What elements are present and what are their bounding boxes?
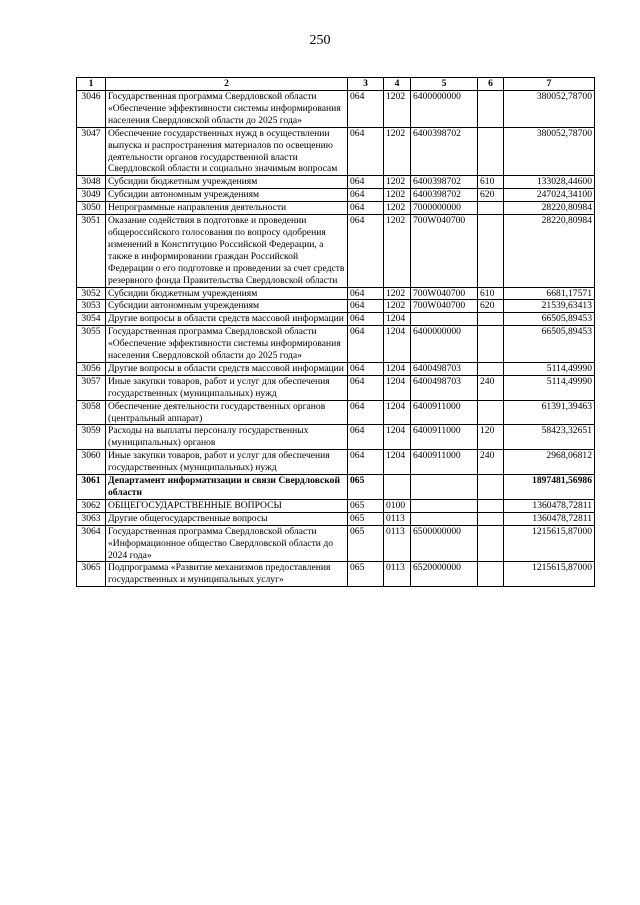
target-article-cell: 6400911000 <box>411 400 478 425</box>
row-number-cell: 3054 <box>77 313 106 326</box>
section-code-cell: 1202 <box>384 176 411 189</box>
department-code-cell: 064 <box>348 326 384 363</box>
target-article-cell: 6400000000 <box>411 91 478 128</box>
section-code-cell: 1204 <box>384 313 411 326</box>
item-name-cell: Субсидии бюджетным учреждениям <box>106 176 348 189</box>
column-header: 2 <box>106 78 348 91</box>
item-name-cell: ОБЩЕГОСУДАРСТВЕННЫЕ ВОПРОСЫ <box>106 499 348 512</box>
table-row <box>77 450 595 475</box>
item-name-cell: Другие вопросы в области средств массовой информации <box>106 362 348 375</box>
column-header: 1 <box>77 78 106 91</box>
item-name-cell: Непрограммные направления деятельности <box>106 202 348 215</box>
section-code-cell: 1202 <box>384 300 411 313</box>
table-row <box>77 202 595 215</box>
target-article-cell: 6400911000 <box>411 425 478 450</box>
expense-type-cell: 610 <box>478 287 504 300</box>
section-code-cell: 0113 <box>384 525 411 562</box>
expense-type-cell <box>478 202 504 215</box>
amount-cell: 380052,78700 <box>504 127 595 176</box>
section-code-cell: 1204 <box>384 326 411 363</box>
amount-cell: 1215615,87000 <box>504 562 595 587</box>
column-header: 7 <box>504 78 595 91</box>
table-row <box>77 313 595 326</box>
department-code-cell: 065 <box>348 475 384 500</box>
row-number-cell: 3052 <box>77 287 106 300</box>
expense-type-cell <box>478 313 504 326</box>
section-code-cell: 1204 <box>384 400 411 425</box>
column-header: 5 <box>411 78 478 91</box>
amount-cell: 21539,63413 <box>504 300 595 313</box>
amount-cell: 1360478,72811 <box>504 499 595 512</box>
table-row <box>77 91 595 128</box>
row-number-cell: 3060 <box>77 450 106 475</box>
department-code-cell: 064 <box>348 127 384 176</box>
target-article-cell: 6400498703 <box>411 375 478 400</box>
expense-type-cell: 620 <box>478 300 504 313</box>
amount-cell: 2968,06812 <box>504 450 595 475</box>
item-name-cell: Департамент информатизации и связи Свердловской области <box>106 475 348 500</box>
expense-type-cell <box>478 475 504 500</box>
amount-cell: 28220,80984 <box>504 215 595 287</box>
row-number-cell: 3049 <box>77 189 106 202</box>
table-row <box>77 300 595 313</box>
department-code-cell: 064 <box>348 176 384 189</box>
expense-type-cell <box>478 400 504 425</box>
expense-type-cell <box>478 215 504 287</box>
expense-type-cell <box>478 499 504 512</box>
table-row <box>77 475 595 500</box>
target-article-cell: 700W040700 <box>411 300 478 313</box>
target-article-cell: 700W040700 <box>411 287 478 300</box>
table-row <box>77 525 595 562</box>
table-row <box>77 215 595 287</box>
item-name-cell: Иные закупки товаров, работ и услуг для обеспечения государственных (муниципальных) нужд <box>106 375 348 400</box>
item-name-cell: Иные закупки товаров, работ и услуг для обеспечения государственных (муниципальных) нужд <box>106 450 348 475</box>
amount-cell: 28220,80984 <box>504 202 595 215</box>
section-code-cell: 1202 <box>384 287 411 300</box>
section-code-cell: 1204 <box>384 450 411 475</box>
section-code-cell: 1202 <box>384 127 411 176</box>
section-code-cell <box>384 475 411 500</box>
section-code-cell: 1204 <box>384 425 411 450</box>
target-article-cell <box>411 475 478 500</box>
item-name-cell: Государственная программа Свердловской области «Обеспечение эффективности системы информирования населения Свердловской области до 2025 года» <box>106 326 348 363</box>
table-row <box>77 287 595 300</box>
department-code-cell: 064 <box>348 313 384 326</box>
target-article-cell: 6400398702 <box>411 176 478 189</box>
target-article-cell: 6520000000 <box>411 562 478 587</box>
budget-table <box>76 77 595 587</box>
target-article-cell: 6400911000 <box>411 450 478 475</box>
item-name-cell: Субсидии автономным учреждениям <box>106 300 348 313</box>
department-code-cell: 065 <box>348 562 384 587</box>
department-code-cell: 065 <box>348 512 384 525</box>
section-code-cell: 1202 <box>384 202 411 215</box>
department-code-cell: 064 <box>348 400 384 425</box>
header-row <box>77 78 595 91</box>
amount-cell: 66505,89453 <box>504 313 595 326</box>
row-number-cell: 3064 <box>77 525 106 562</box>
row-number-cell: 3061 <box>77 475 106 500</box>
item-name-cell: Государственная программа Свердловской области «Информационное общество Свердловской области до 2024 года» <box>106 525 348 562</box>
expense-type-cell <box>478 562 504 587</box>
department-code-cell: 064 <box>348 202 384 215</box>
department-code-cell: 064 <box>348 450 384 475</box>
row-number-cell: 3050 <box>77 202 106 215</box>
target-article-cell: 6400398702 <box>411 127 478 176</box>
department-code-cell: 064 <box>348 375 384 400</box>
item-name-cell: Обеспечение государственных нужд в осуществлении выпуска и распространения материалов по освещению деятельности органов государственной власти Свердловской области и социально значимым вопросам <box>106 127 348 176</box>
section-code-cell: 1204 <box>384 362 411 375</box>
expense-type-cell <box>478 525 504 562</box>
department-code-cell: 064 <box>348 287 384 300</box>
column-header: 6 <box>478 78 504 91</box>
department-code-cell: 064 <box>348 189 384 202</box>
target-article-cell: 6400000000 <box>411 326 478 363</box>
row-number-cell: 3053 <box>77 300 106 313</box>
table-row <box>77 562 595 587</box>
amount-cell: 380052,78700 <box>504 91 595 128</box>
amount-cell: 5114,49990 <box>504 375 595 400</box>
department-code-cell: 064 <box>348 425 384 450</box>
item-name-cell: Оказание содействия в подготовке и проведении общероссийского голосования по вопросу одобрения изменений в Конституцию Российской Федерации, а также в информировании граждан Российской Федерации о его подготовке и проведении за счет средств резервного фонда Правительства Свердловской области <box>106 215 348 287</box>
item-name-cell: Подпрограмма «Развитие механизмов предоставления государственных и муниципальных услуг» <box>106 562 348 587</box>
table-row <box>77 400 595 425</box>
item-name-cell: Государственная программа Свердловской области «Обеспечение эффективности системы информирования населения Свердловской области до 2025 года» <box>106 91 348 128</box>
amount-cell: 1897481,56986 <box>504 475 595 500</box>
item-name-cell: Расходы на выплаты персоналу государственных (муниципальных) органов <box>106 425 348 450</box>
expense-type-cell: 610 <box>478 176 504 189</box>
table-row <box>77 326 595 363</box>
expense-type-cell: 120 <box>478 425 504 450</box>
expense-type-cell <box>478 512 504 525</box>
item-name-cell: Субсидии автономным учреждениям <box>106 189 348 202</box>
expense-type-cell <box>478 127 504 176</box>
department-code-cell: 065 <box>348 525 384 562</box>
table-row <box>77 512 595 525</box>
expense-type-cell: 240 <box>478 375 504 400</box>
amount-cell: 66505,89453 <box>504 326 595 363</box>
expense-type-cell <box>478 91 504 128</box>
section-code-cell: 1202 <box>384 215 411 287</box>
row-number-cell: 3055 <box>77 326 106 363</box>
expense-type-cell: 620 <box>478 189 504 202</box>
target-article-cell: 7000000000 <box>411 202 478 215</box>
amount-cell: 5114,49990 <box>504 362 595 375</box>
table-row <box>77 499 595 512</box>
expense-type-cell: 240 <box>478 450 504 475</box>
row-number-cell: 3056 <box>77 362 106 375</box>
table-row <box>77 176 595 189</box>
target-article-cell <box>411 313 478 326</box>
department-code-cell: 064 <box>348 215 384 287</box>
target-article-cell <box>411 499 478 512</box>
row-number-cell: 3063 <box>77 512 106 525</box>
expense-type-cell <box>478 362 504 375</box>
item-name-cell: Субсидии бюджетным учреждениям <box>106 287 348 300</box>
table-row <box>77 375 595 400</box>
row-number-cell: 3057 <box>77 375 106 400</box>
department-code-cell: 064 <box>348 362 384 375</box>
row-number-cell: 3048 <box>77 176 106 189</box>
row-number-cell: 3047 <box>77 127 106 176</box>
target-article-cell: 6400498703 <box>411 362 478 375</box>
department-code-cell: 064 <box>348 300 384 313</box>
amount-cell: 58423,32651 <box>504 425 595 450</box>
target-article-cell: 700W040700 <box>411 215 478 287</box>
row-number-cell: 3058 <box>77 400 106 425</box>
section-code-cell: 1204 <box>384 375 411 400</box>
section-code-cell: 1202 <box>384 189 411 202</box>
item-name-cell: Другие вопросы в области средств массовой информации <box>106 313 348 326</box>
section-code-cell: 0113 <box>384 562 411 587</box>
row-number-cell: 3046 <box>77 91 106 128</box>
amount-cell: 1360478,72811 <box>504 512 595 525</box>
section-code-cell: 0113 <box>384 512 411 525</box>
page-number: 250 <box>309 33 331 48</box>
table-row <box>77 362 595 375</box>
amount-cell: 6681,17571 <box>504 287 595 300</box>
table-row <box>77 189 595 202</box>
expense-type-cell <box>478 326 504 363</box>
row-number-cell: 3065 <box>77 562 106 587</box>
amount-cell: 133028,44600 <box>504 176 595 189</box>
row-number-cell: 3059 <box>77 425 106 450</box>
table-body <box>77 91 595 587</box>
column-header: 3 <box>348 78 384 91</box>
column-header: 4 <box>384 78 411 91</box>
amount-cell: 247024,34100 <box>504 189 595 202</box>
section-code-cell: 1202 <box>384 91 411 128</box>
table-row <box>77 127 595 176</box>
item-name-cell: Другие общегосударственные вопросы <box>106 512 348 525</box>
section-code-cell: 0100 <box>384 499 411 512</box>
row-number-cell: 3062 <box>77 499 106 512</box>
target-article-cell: 6400398702 <box>411 189 478 202</box>
item-name-cell: Обеспечение деятельности государственных органов (центральный аппарат) <box>106 400 348 425</box>
table-row <box>77 425 595 450</box>
row-number-cell: 3051 <box>77 215 106 287</box>
target-article-cell <box>411 512 478 525</box>
target-article-cell: 6500000000 <box>411 525 478 562</box>
amount-cell: 1215615,87000 <box>504 525 595 562</box>
department-code-cell: 065 <box>348 499 384 512</box>
amount-cell: 61391,39463 <box>504 400 595 425</box>
department-code-cell: 064 <box>348 91 384 128</box>
